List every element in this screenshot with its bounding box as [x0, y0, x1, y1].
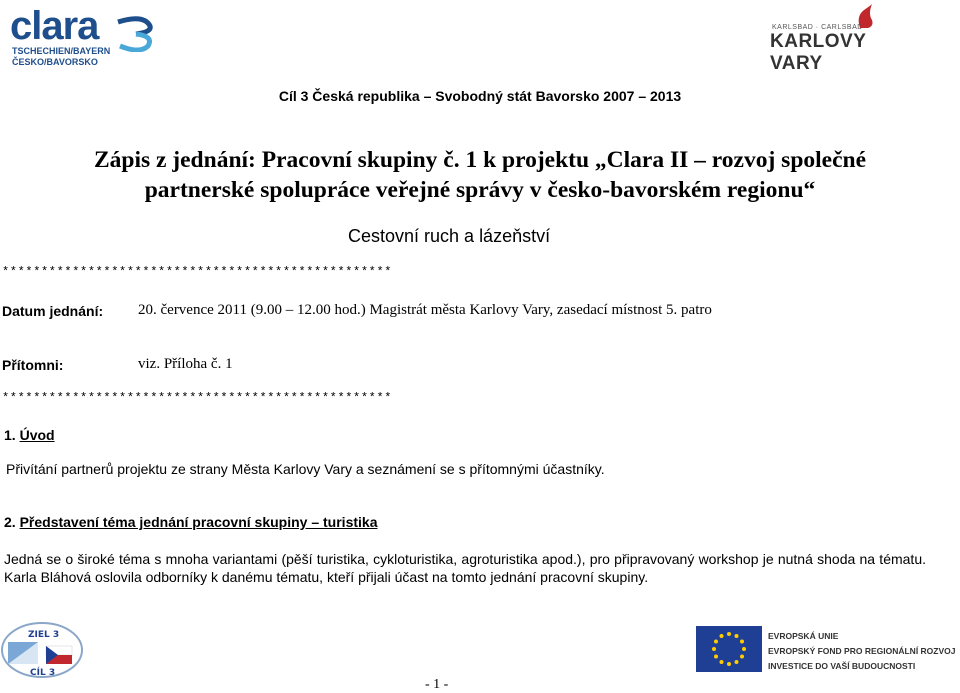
- document-title-line2: partnerské spolupráce veřejné správy v česko-bavorském regionu“: [144, 177, 816, 203]
- karlovy-vary-logo: [770, 4, 910, 74]
- section-2-title: Představení téma jednání pracovní skupiny – turistika: [19, 514, 378, 530]
- karlovy-vary-logo-big: KARLOVY VARY: [770, 31, 867, 74]
- section-1-number: 1.: [4, 427, 16, 443]
- section-2-text: Jedná se o široké téma s mnoha variantami (pěší turistika, cykloturistika, agroturistika apod.), pro připravovaný workshop je nutná shoda na tématu. Karla Bláhová oslovila odborníky k danému tématu, kteří přijali účast na tomto jednání pracovní skupiny.: [4, 551, 926, 585]
- eu-line2: EVROPSKÝ FOND PRO REGIONÁLNÍ ROZVOJ: [768, 646, 956, 656]
- clara-logo-line1: TSCHECHIEN/BAYERN: [12, 46, 111, 56]
- clara-logo-word: clara: [10, 4, 99, 48]
- clara-logo-line2: ČESKO/BAVORSKO: [12, 57, 98, 67]
- eu-logo: [696, 626, 960, 676]
- separator-top: **************************************************: [2, 265, 393, 279]
- clara-logo: [10, 4, 155, 67]
- clara-swoosh-icon: [114, 16, 158, 52]
- document-subtitle: Cestovní ruch a lázeňství: [348, 226, 551, 246]
- karlovy-vary-logo-small: KARLSBAD · CARLSBAD: [772, 24, 863, 31]
- separator-bottom: **************************************************: [2, 391, 393, 405]
- eu-line1: EVROPSKÁ UNIE: [768, 631, 839, 641]
- section-2-heading: [4, 514, 377, 530]
- section-1-heading: [4, 427, 55, 443]
- ziel3-line2: CÍL 3: [30, 668, 56, 678]
- meeting-date-label: Datum jednání:: [2, 303, 104, 319]
- section-1-title: Úvod: [19, 427, 55, 443]
- eu-text: [768, 629, 956, 674]
- page-number: - 1 -: [425, 677, 449, 692]
- program-goal: Cíl 3 Česká republika – Svobodný stát Bavorsko 2007 – 2013: [278, 88, 682, 104]
- eu-line3: INVESTICE DO VAŠÍ BUDOUCNOSTI: [768, 661, 916, 671]
- attendees-label: Přítomni:: [2, 357, 64, 373]
- ziel3-line1: ZIEL 3: [28, 630, 60, 640]
- meeting-date-value: 20. července 2011 (9.00 – 12.00 hod.) Magistrát města Karlovy Vary, zasedací místnost 5. patro: [138, 302, 712, 318]
- section-1-text: Přivítání partnerů projektu ze strany Města Karlovy Vary a seznámení se s přítomnými účastníky.: [6, 461, 605, 477]
- attendees-value: viz. Příloha č. 1: [138, 356, 233, 372]
- document-title-line1: Zápis z jednání: Pracovní skupiny č. 1 k projektu „Clara II – rozvoj společné: [93, 147, 867, 173]
- ziel3-logo: [0, 620, 84, 680]
- ziel3-emblem-icon: [0, 620, 84, 680]
- eu-flag-icon: [696, 626, 762, 672]
- section-2-number: 2.: [4, 514, 16, 530]
